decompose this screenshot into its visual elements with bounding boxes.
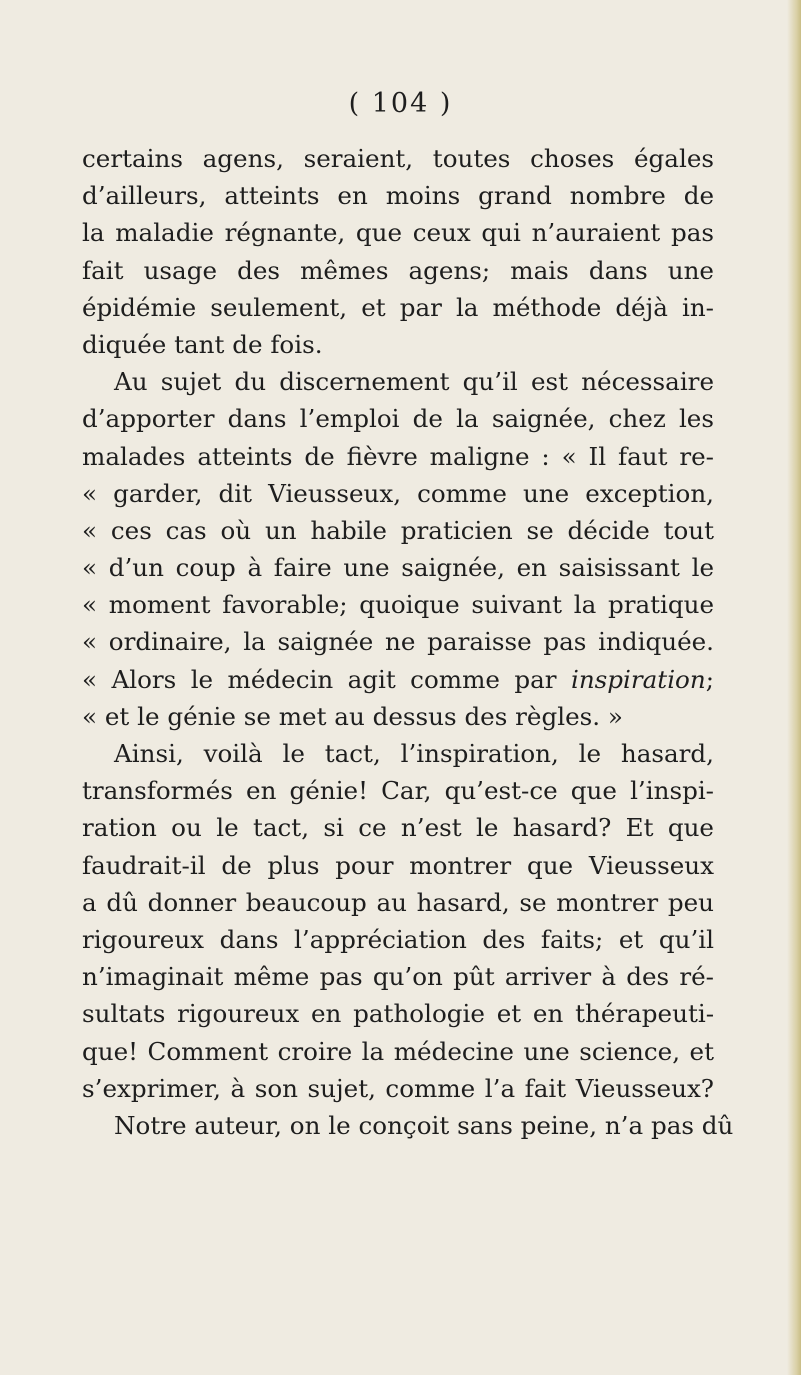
text-line: « ordinaire, la saignée ne paraisse pas indiquée. bbox=[82, 627, 714, 657]
text-segment: « Alors le médecin agit comme par bbox=[82, 664, 571, 694]
text-line: rigoureux dans l’appréciation des faits; et qu’il bbox=[82, 924, 714, 954]
text-line: « moment favorable; quoique suivant la pratique bbox=[82, 590, 714, 620]
text-line: que! Comment croire la médecine une science, et bbox=[82, 1036, 714, 1066]
text-line: d’apporter dans l’emploi de la saignée, chez les bbox=[82, 404, 714, 434]
text-line: ration ou le tact, si ce n’est le hasard? Et que bbox=[82, 813, 714, 843]
italic-word: inspiration bbox=[570, 664, 706, 694]
text-line: d’ailleurs, atteints en moins grand nombre de bbox=[82, 181, 714, 211]
text-line: « ces cas où un habile praticien se décide tout bbox=[82, 515, 714, 545]
text-line: « et le génie se met au dessus des règles. » bbox=[82, 701, 623, 731]
body-text bbox=[82, 140, 734, 1144]
text-line bbox=[82, 661, 714, 698]
text-line: Ainsi, voilà le tact, l’inspiration, le hasard, bbox=[114, 739, 714, 768]
text-line: fait usage des mêmes agens; mais dans une bbox=[82, 255, 714, 285]
text-line: diquée tant de fois. bbox=[82, 329, 323, 359]
text-segment: ; bbox=[705, 664, 714, 694]
text-line: s’exprimer, à son sujet, comme l’a fait Vieusseux? bbox=[82, 1073, 714, 1103]
text-line: Notre auteur, on le conçoit sans peine, n’a pas dû bbox=[114, 1110, 734, 1140]
text-line: n’imaginait même pas qu’on pût arriver à des ré- bbox=[82, 962, 714, 992]
text-line: certains agens, seraient, toutes choses égales bbox=[82, 144, 714, 173]
page-edge bbox=[787, 0, 801, 1375]
text-line: malades atteints de fièvre maligne : « Il faut re- bbox=[82, 441, 714, 471]
text-line: la maladie régnante, que ceux qui n’auraient pas bbox=[82, 218, 714, 248]
text-line: Au sujet du discernement qu’il est nécessaire bbox=[114, 367, 714, 397]
text-line: épidémie seulement, et par la méthode déjà in- bbox=[82, 292, 714, 322]
text-line: transformés en génie! Car, qu’est-ce que l’inspi- bbox=[82, 776, 714, 806]
text-line: « garder, dit Vieusseux, comme une exception, bbox=[82, 478, 714, 508]
text-line: « d’un coup à faire une saignée, en saisissant le bbox=[82, 553, 714, 583]
text-line: a dû donner beaucoup au hasard, se montrer peu bbox=[82, 887, 714, 917]
text-line: sultats rigoureux en pathologie et en thérapeuti- bbox=[82, 999, 714, 1029]
page-number: ( 104 ) bbox=[348, 88, 453, 119]
text-line: faudrait-il de plus pour montrer que Vieusseux bbox=[82, 850, 714, 880]
